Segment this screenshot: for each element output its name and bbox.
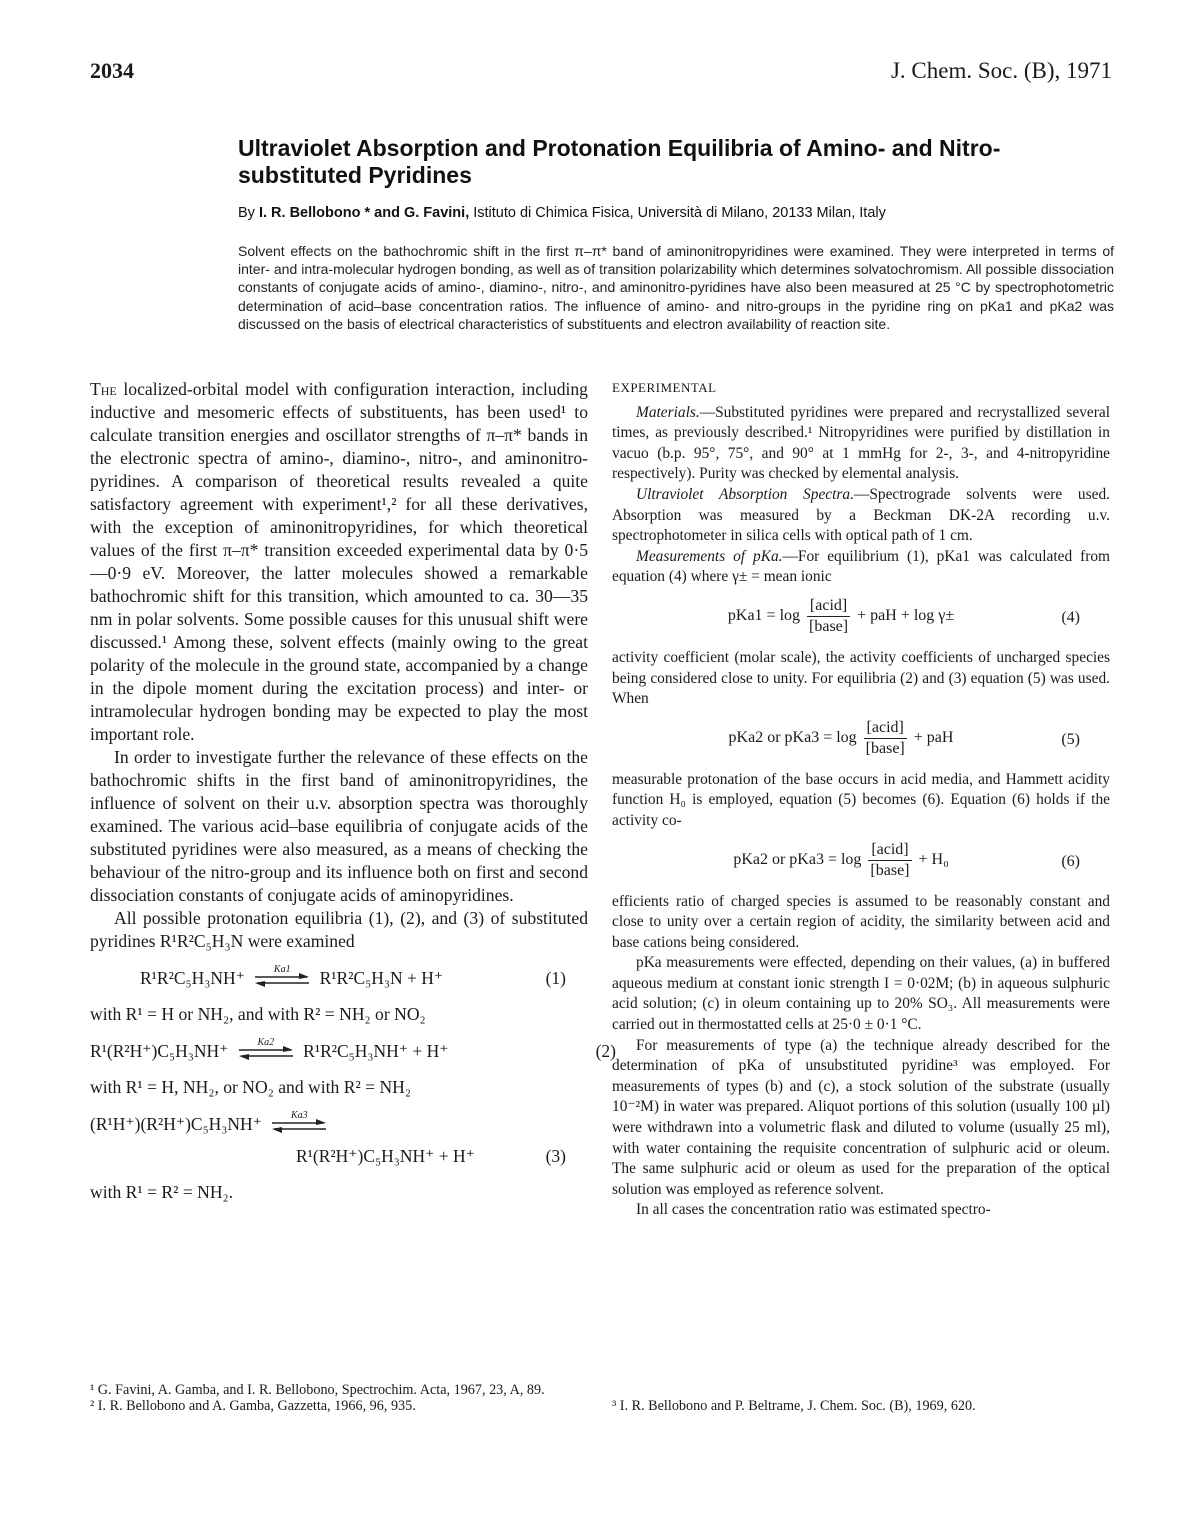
lead-word: The (90, 379, 117, 399)
equation-4 (612, 596, 1110, 640)
eq5-fraction (864, 718, 907, 759)
left-column (90, 378, 616, 1204)
eq2-right: R¹R²C₅H₃NH⁺ + H⁺ (303, 1041, 449, 1061)
paragraph-2: In order to investigate further the relevance of these effects on the bathochromic shifts in the first band of aminonitropyridines, the influence of solvent on their u.v. absorption spectra was thoroughly examined. The various acid–base equilibria of conjugate acids of the substituted pyridines were also measured, as a means of checking the behaviour of the nitro-group and its influence both on first and second dissociation constants of conjugate acids of aminopyridines. (90, 747, 588, 905)
eq6-number: (6) (1061, 852, 1080, 870)
pka-paragraph: pKa measurements were effected, depending on their values, (a) in buffered aqueous medium at constant ionic strength I = 0·02M; (b) in aqueous sulphuric acid solution; (c) in oleum containing up to 20% SO₃. All measurements were carried out in thermostatted cells at 25·0 ± 0·1 °C. (612, 954, 1110, 1034)
eq1-right: R¹R²C₅H₃N + H⁺ (319, 968, 444, 988)
eq6-numerator: [acid] (868, 840, 911, 861)
eq3-number: (3) (545, 1146, 566, 1166)
eq5-rhs: + paH (913, 728, 954, 746)
intro-paragraph (90, 378, 588, 746)
right-column (612, 378, 1110, 1221)
eq2-constant: Ka2 (257, 1036, 275, 1048)
footnote-1: ¹ G. Favini, A. Gamba, and I. R. Bellobono, Spectrochim. Acta, 1967, 23, A, 89. (90, 1382, 545, 1398)
eq1-number: (1) (545, 968, 566, 988)
materials-paragraph (612, 403, 1110, 485)
eq5-lhs: pKa2 or pKa3 = log (728, 728, 857, 746)
byline (238, 205, 1138, 221)
measurements-heading: Measurements of pKa. (636, 547, 783, 565)
page-number: 2034 (90, 58, 134, 83)
types-paragraph: For measurements of type (a) the technique already described for the determination of pKa of unsubstituted pyridine³ was employed. For measurements of types (b) and (c), a stock solution of the substrate (usually 10⁻²M) in water was prepared. Aliquot portions of this solution (usually 100 µl) were withdrawn into a volumetric flask and diluted to volume (usually 25 ml), with water containing the requisite concentration of sulphuric acid or oleum. The same sulphuric acid or oleum as used for the preparation of the optical solution was employed as reference solvent. (612, 1036, 1110, 1198)
eq6-rhs: + H₀ (918, 850, 949, 868)
equilibrium-arrow-1 (253, 963, 311, 987)
footnote-3: ³ I. R. Bellobono and P. Beltrame, J. Chem. Soc. (B), 1969, 620. (612, 1398, 976, 1414)
uv-heading: Ultraviolet Absorption Spectra. (636, 485, 854, 503)
eq4-number: (4) (1061, 608, 1080, 626)
affiliation: Istituto di Chimica Fisica, Università di Milano, 20133 Milan, Italy (473, 205, 886, 221)
footnotes-right (612, 1398, 1110, 1414)
footnote-2: ² I. R. Bellobono and A. Gamba, Gazzetta, 1966, 96, 935. (90, 1398, 416, 1414)
uv-paragraph (612, 485, 1110, 547)
eq4-denominator: [base] (809, 617, 849, 635)
after-eq4: activity coefficient (molar scale), the activity coefficients of uncharged species being considered close to unity. For equilibria (2) and (3) equation (5) was used. When (612, 648, 1110, 708)
paragraph-3: All possible protonation equilibria (1), (2), and (3) of substituted pyridines R¹R²C₅H₃N were examined (90, 908, 588, 951)
eq6-denominator: [base] (870, 861, 910, 879)
eq2-number: (2) (595, 1041, 616, 1061)
equation-6 (612, 840, 1110, 884)
eq2-left: R¹(R²H⁺)C₅H₃NH⁺ (90, 1041, 229, 1061)
eq1-left: R¹R²C₅H₃NH⁺ (140, 968, 245, 988)
footnotes-left (90, 1382, 590, 1414)
eq4-numerator: [acid] (807, 596, 850, 617)
eq5-denominator: [base] (865, 739, 905, 757)
eq1-constant: Ka1 (273, 963, 291, 975)
eq4-rhs: + paH + log γ± (857, 607, 955, 625)
materials-text: —Substituted pyridines were prepared and recrystallized several times, as previously described.¹ Nitropyridines were purified by distillation in vacuo (b.p. 95°, 75°, and 90° at 1 mmHg for 2-, 3-, and 4-nitropyridine respectively). Purity was checked by elemental analysis. (612, 403, 1110, 483)
last-paragraph: In all cases the concentration ratio was estimated spectro- (636, 1201, 991, 1219)
eq6-fraction (868, 840, 911, 881)
equation-2 (40, 1026, 616, 1076)
eq6-lhs: pKa2 or pKa3 = log (733, 850, 862, 868)
eq3-constant: Ka3 (290, 1109, 308, 1121)
eq4-lhs: pKa1 = log (727, 607, 801, 625)
condition-2: with R¹ = H, NH₂, or NO₂ and with R² = NH₂ (90, 1077, 412, 1097)
equation-5 (612, 718, 1110, 762)
article-title: Ultraviolet Absorption and Protonation Equilibria of Amino- and Nitro-substituted Pyridines (238, 135, 1001, 188)
condition-3: with R¹ = R² = NH₂. (90, 1182, 234, 1202)
after-eq5: measurable protonation of the base occurs in acid media, and Hammett acidity function H₀ is employed, equation (5) becomes (6). Equation (6) holds if the activity co- (612, 770, 1110, 829)
uv-text: —Spectrograde solvents were used. Absorption was measured by a Beckman DK-2A recording u.v. spectrophotometer in silica cells with optical path of 1 cm. (612, 485, 1110, 545)
abstract: Solvent effects on the bathochromic shift in the first π–π* band of aminonitropyridines were examined. They were interpreted in terms of inter- and intra-molecular hydrogen bonding, as well as of transition polarizability which determines solvatochromism. All possible dissociation constants of conjugate acids of amino-, diamino-, nitro-, and aminonitro-pyridines have also been measured at 25 °C by spectrophotometric determination of acid–base concentration ratios. The influence of amino- and nitro-groups in the pyridine ring on pKa1 and pKa2 was discussed on the basis of electrical characteristics of substituents and electron availability of reaction site. (238, 243, 1114, 332)
journal-citation: J. Chem. Soc. (B), 1971 (890, 58, 1112, 83)
materials-heading: Materials. (636, 403, 700, 421)
condition-1: with R¹ = H or NH₂, and with R² = NH₂ or NO₂ (90, 1004, 426, 1024)
eq3-left: (R¹H⁺)(R²H⁺)C₅H₃NH⁺ (90, 1114, 262, 1134)
byline-prefix: By (238, 205, 255, 221)
equation-3 (90, 1099, 588, 1181)
measurements-text: —For equilibrium (1), pKa1 was calculated from equation (4) where γ± = mean ionic (612, 547, 1110, 586)
eq5-number: (5) (1061, 730, 1080, 748)
equilibrium-arrow-3 (270, 1109, 328, 1133)
intro-text: localized-orbital model with configuration interaction, including inductive and mesomeric effects of substituents, has been used¹ to calculate transition energies and oscillator strengths of π–π* bands in the electronic spectra of amino-, diamino-, nitro-, and aminonitro-pyridines. A comparison of theoretical results revealed a quite satisfactory agreement with experiment¹,² for all these derivatives, with the exception of aminonitropyridines, for which theoretical values of the first π–π* transition exceeded experimental data by 0·5—0·9 eV. Moreover, the latter molecules showed a remarkable bathochromic shift for this transition, which amounted to ca. 30—35 nm in polar solvents. Some possible causes for this unusual shift were discussed.¹ Among these, solvent effects (mainly owing to the great polarity of the molecule in the ground state, accompanied by a change in the dipole moment during the excitation process) and inter- or intramolecular hydrogen bonding may be expected to play the most important role. (90, 379, 588, 744)
equilibrium-arrow-2 (237, 1036, 295, 1060)
authors: I. R. Bellobono * and G. Favini, (258, 205, 470, 221)
after-eq6: efficients ratio of charged species is assumed to be reasonably constant and close to unity over a certain region of acidity, the similarity between acid and base cations being considered. (612, 892, 1110, 951)
section-heading: EXPERIMENTAL (612, 380, 717, 395)
eq3-right: R¹(R²H⁺)C₅H₃NH⁺ + H⁺ (296, 1146, 475, 1166)
measurements-paragraph (612, 547, 1110, 588)
equation-1 (90, 953, 588, 1003)
eq4-fraction (807, 596, 850, 637)
eq5-numerator: [acid] (864, 718, 907, 739)
